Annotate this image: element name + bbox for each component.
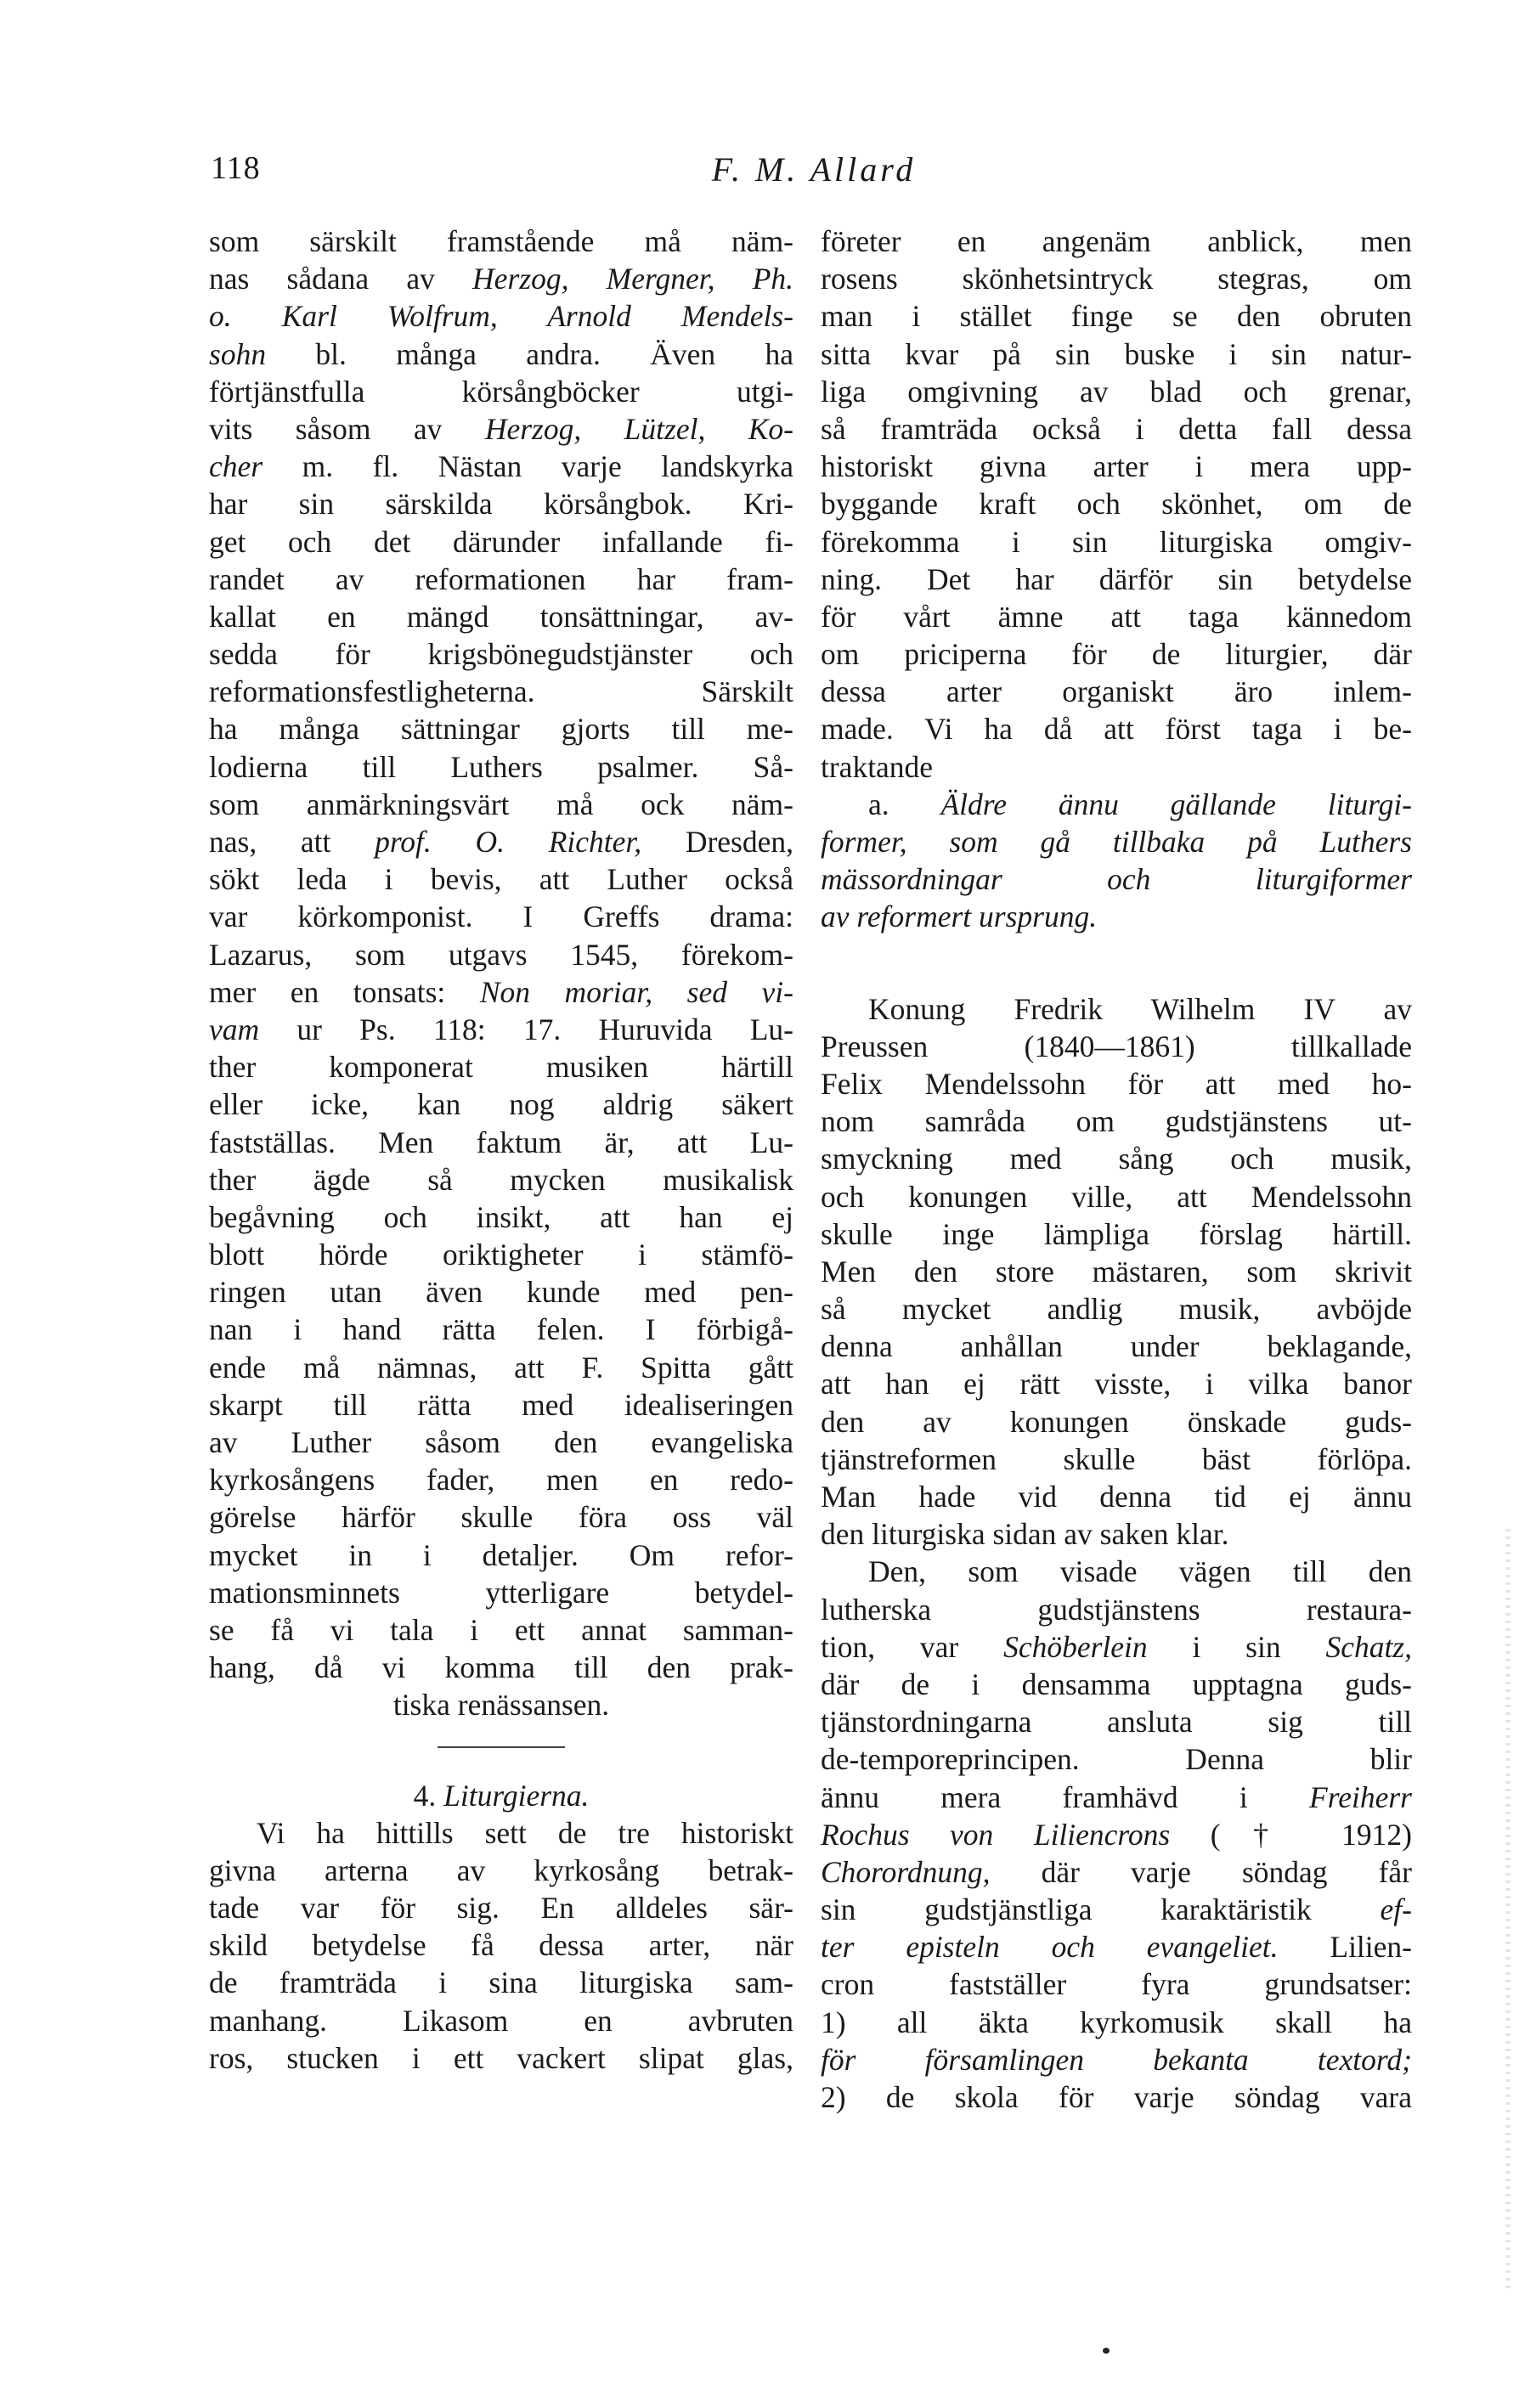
text-line: nas, att prof. O. Richter, Dresden,	[209, 825, 793, 859]
text-line: ther ägde så mycken musikalisk	[209, 1162, 793, 1197]
text-line: Chorordnung, där varje söndag får	[821, 1854, 1412, 1889]
text-line: cher m. fl. Nästan varje landskyrka	[209, 449, 793, 484]
text-line: se få vi tala i ett annat samman-	[209, 1612, 793, 1647]
text-line: där de i densamma upptagna guds-	[821, 1666, 1412, 1701]
text-line: 2) de skola för varje söndag vara	[821, 2080, 1412, 2114]
text-line: sitta kvar på sin buske i sin natur-	[821, 336, 1412, 371]
text-line: den liturgiska sidan av saken klar.	[821, 1517, 1229, 1552]
text-line: mycket in i detaljer. Om refor-	[209, 1537, 793, 1572]
text-line: har sin särskilda körsångbok. Kri-	[209, 487, 793, 522]
text-line: liga omgivning av blad och grenar,	[821, 374, 1412, 409]
text-line: historiskt givna arter i mera upp-	[821, 449, 1412, 484]
paragraph-gap	[821, 936, 1412, 990]
text-line: dessa arter organiskt äro inlem-	[821, 674, 1412, 709]
text-line: ros, stucken i ett vackert slipat glas,	[209, 2040, 793, 2075]
text-line: förtjänstfulla körsångböcker utgi-	[209, 374, 793, 409]
running-title: F. M. Allard	[711, 150, 917, 189]
text-line: cron fastställer fyra grundsatser:	[821, 1967, 1412, 2002]
ink-speck	[1103, 2348, 1110, 2354]
text-line: för församlingen bekanta textord;	[821, 2042, 1412, 2077]
text-line: sedda för krigsbönegudstjänster och	[209, 637, 793, 672]
text-line: skild betydelse få dessa arter, när	[209, 1928, 793, 1963]
text-line: tade var för sig. En alldeles sär-	[209, 1891, 793, 1926]
text-line: vam ur Ps. 118: 17. Huruvida Lu-	[209, 1012, 793, 1046]
left-column	[209, 223, 793, 2077]
text-line: o. Karl Wolfrum, Arnold Mendels-	[209, 299, 793, 334]
text-line: att han ej rätt visste, i vilka banor	[821, 1367, 1412, 1401]
text-line: för vårt ämne att taga kännedom	[821, 599, 1412, 634]
text-line: görelse härför skulle föra oss väl	[209, 1500, 793, 1535]
text-line: mationsminnets ytterligare betydel-	[209, 1575, 793, 1610]
text-line: tjänstreformen skulle bäst förlöpa.	[821, 1441, 1412, 1476]
text-line: tjänstordningarna ansluta sig till	[821, 1705, 1412, 1740]
text-line: reformationsfestligheterna. Särskilt	[209, 674, 793, 709]
section-heading: 4. Liturgierna.	[413, 1778, 590, 1813]
text-line: lutherska gudstjänstens restaura-	[821, 1592, 1412, 1627]
text-line: rosens skönhetsintryck stegras, om	[821, 262, 1412, 296]
page-number: 118	[211, 150, 261, 186]
text-line: Man hade vid denna tid ej ännu	[821, 1480, 1412, 1514]
text-line: de-temporeprincipen. Denna blir	[821, 1742, 1412, 1777]
text-line: former, som gå tillbaka på Luthers	[821, 825, 1412, 859]
text-line: Preussen (1840—1861) tillkallade	[821, 1029, 1412, 1063]
text-line: ning. Det har därför sin betydelse	[821, 561, 1412, 596]
text-line: den av konungen önskade guds-	[821, 1404, 1412, 1439]
scan-edge-artifact	[1505, 1529, 1511, 2293]
text-line: de framträda i sina liturgiska sam-	[209, 1965, 793, 2000]
text-line: lodierna till Luthers psalmer. Så-	[209, 749, 793, 784]
text-line: kyrkosångens fader, men en redo-	[209, 1463, 793, 1497]
text-line: ende må nämnas, att F. Spitta gått	[209, 1350, 793, 1384]
text-line: givna arterna av kyrkosång betrak-	[209, 1853, 793, 1887]
text-line: Vi ha hittills sett de tre historiskt	[257, 1815, 793, 1850]
text-line: Lazarus, som utgavs 1545, förekom-	[209, 937, 793, 972]
text-line: vits såsom av Herzog, Lützel, Ko-	[209, 411, 793, 446]
text-line: Konung Fredrik Wilhelm IV av	[868, 991, 1412, 1026]
text-line: denna anhållan under beklagande,	[821, 1329, 1412, 1364]
text-line: Felix Mendelssohn för att med ho-	[821, 1066, 1412, 1101]
text-line: mässordningar och liturgiformer	[821, 862, 1412, 897]
text-line: skarpt till rätta med idealiseringen	[209, 1387, 793, 1422]
text-line: ringen utan även kunde med pen-	[209, 1275, 793, 1310]
text-line: nas sådana av Herzog, Mergner, Ph.	[209, 262, 794, 296]
text-line: nom samråda om gudstjänstens ut-	[821, 1104, 1412, 1139]
text-line: smyckning med sång och musik,	[821, 1142, 1412, 1176]
text-line: ter episteln och evangeliet. Lilien-	[821, 1930, 1412, 1965]
text-line: a. Äldre ännu gällande liturgi-	[868, 787, 1412, 821]
text-line: made. Vi ha då att först taga i be-	[821, 712, 1412, 747]
text-line: traktande	[821, 749, 934, 784]
text-line: kallat en mängd tonsättningar, av-	[209, 599, 793, 634]
text-line: nan i hand rätta felen. I förbigå-	[209, 1312, 793, 1347]
text-line: get och det därunder infallande fi-	[209, 524, 793, 559]
page-header	[211, 149, 1420, 200]
text-line: så mycket andlig musik, avböjde	[821, 1292, 1412, 1327]
text-line: om priciperna för de liturgier, där	[821, 637, 1412, 672]
text-line: ännu mera framhävd i Freiherr	[821, 1779, 1412, 1814]
text-line: företer en angenäm anblick, men	[821, 224, 1412, 258]
text-line: ha många sättningar gjorts till me-	[209, 712, 793, 747]
text-line: tiska renässansen.	[392, 1688, 610, 1723]
text-line: skulle inge lämpliga förslag härtill.	[821, 1216, 1412, 1251]
text-line: Men den store mästaren, som skrivit	[821, 1254, 1412, 1289]
text-line: man i stället finge se den obruten	[821, 299, 1412, 334]
text-line: av Luther såsom den evangeliska	[209, 1425, 793, 1459]
text-line: blott hörde oriktigheter i stämfö-	[209, 1238, 793, 1272]
text-line: Rochus von Liliencrons († 1912)	[821, 1817, 1412, 1852]
right-column	[821, 223, 1412, 2116]
text-line: så framträda också i detta fall dessa	[821, 411, 1412, 446]
text-line: mer en tonsats: Non moriar, sed vi-	[209, 974, 793, 1009]
text-line: av reformert ursprung.	[821, 899, 1098, 934]
text-line: byggande kraft och skönhet, om de	[821, 487, 1412, 522]
text-line: hang, då vi komma till den prak-	[209, 1650, 793, 1685]
text-line: som särskilt framstående må näm-	[209, 224, 793, 258]
text-line: eller icke, kan nog aldrig säkert	[209, 1087, 793, 1122]
text-line: var körkomponist. I Greffs drama:	[209, 899, 793, 934]
text-line: Den, som visade vägen till den	[868, 1554, 1412, 1589]
text-line: förekomma i sin liturgiska omgiv-	[821, 524, 1412, 559]
text-line: sökt leda i bevis, att Luther också	[209, 862, 793, 897]
text-line: randet av reformationen har fram-	[209, 561, 793, 596]
text-line: 1) all äkta kyrkomusik skall ha	[821, 2005, 1412, 2039]
text-line: ther komponerat musiken härtill	[209, 1050, 793, 1085]
text-line: som anmärkningsvärt må ock näm-	[209, 787, 793, 821]
section-divider	[438, 1746, 565, 1748]
text-line: och konungen ville, att Mendelssohn	[821, 1179, 1412, 1214]
text-line: fastställas. Men faktum är, att Lu-	[209, 1125, 793, 1159]
text-line: sin gudstjänstliga karaktäristik ef-	[821, 1892, 1412, 1927]
text-line: tion, var Schöberlein i sin Schatz,	[821, 1629, 1412, 1664]
text-line: begåvning och insikt, att han ej	[209, 1199, 793, 1234]
text-line: sohn bl. många andra. Även ha	[209, 336, 793, 371]
text-line: manhang. Likasom en avbruten	[209, 2003, 793, 2038]
